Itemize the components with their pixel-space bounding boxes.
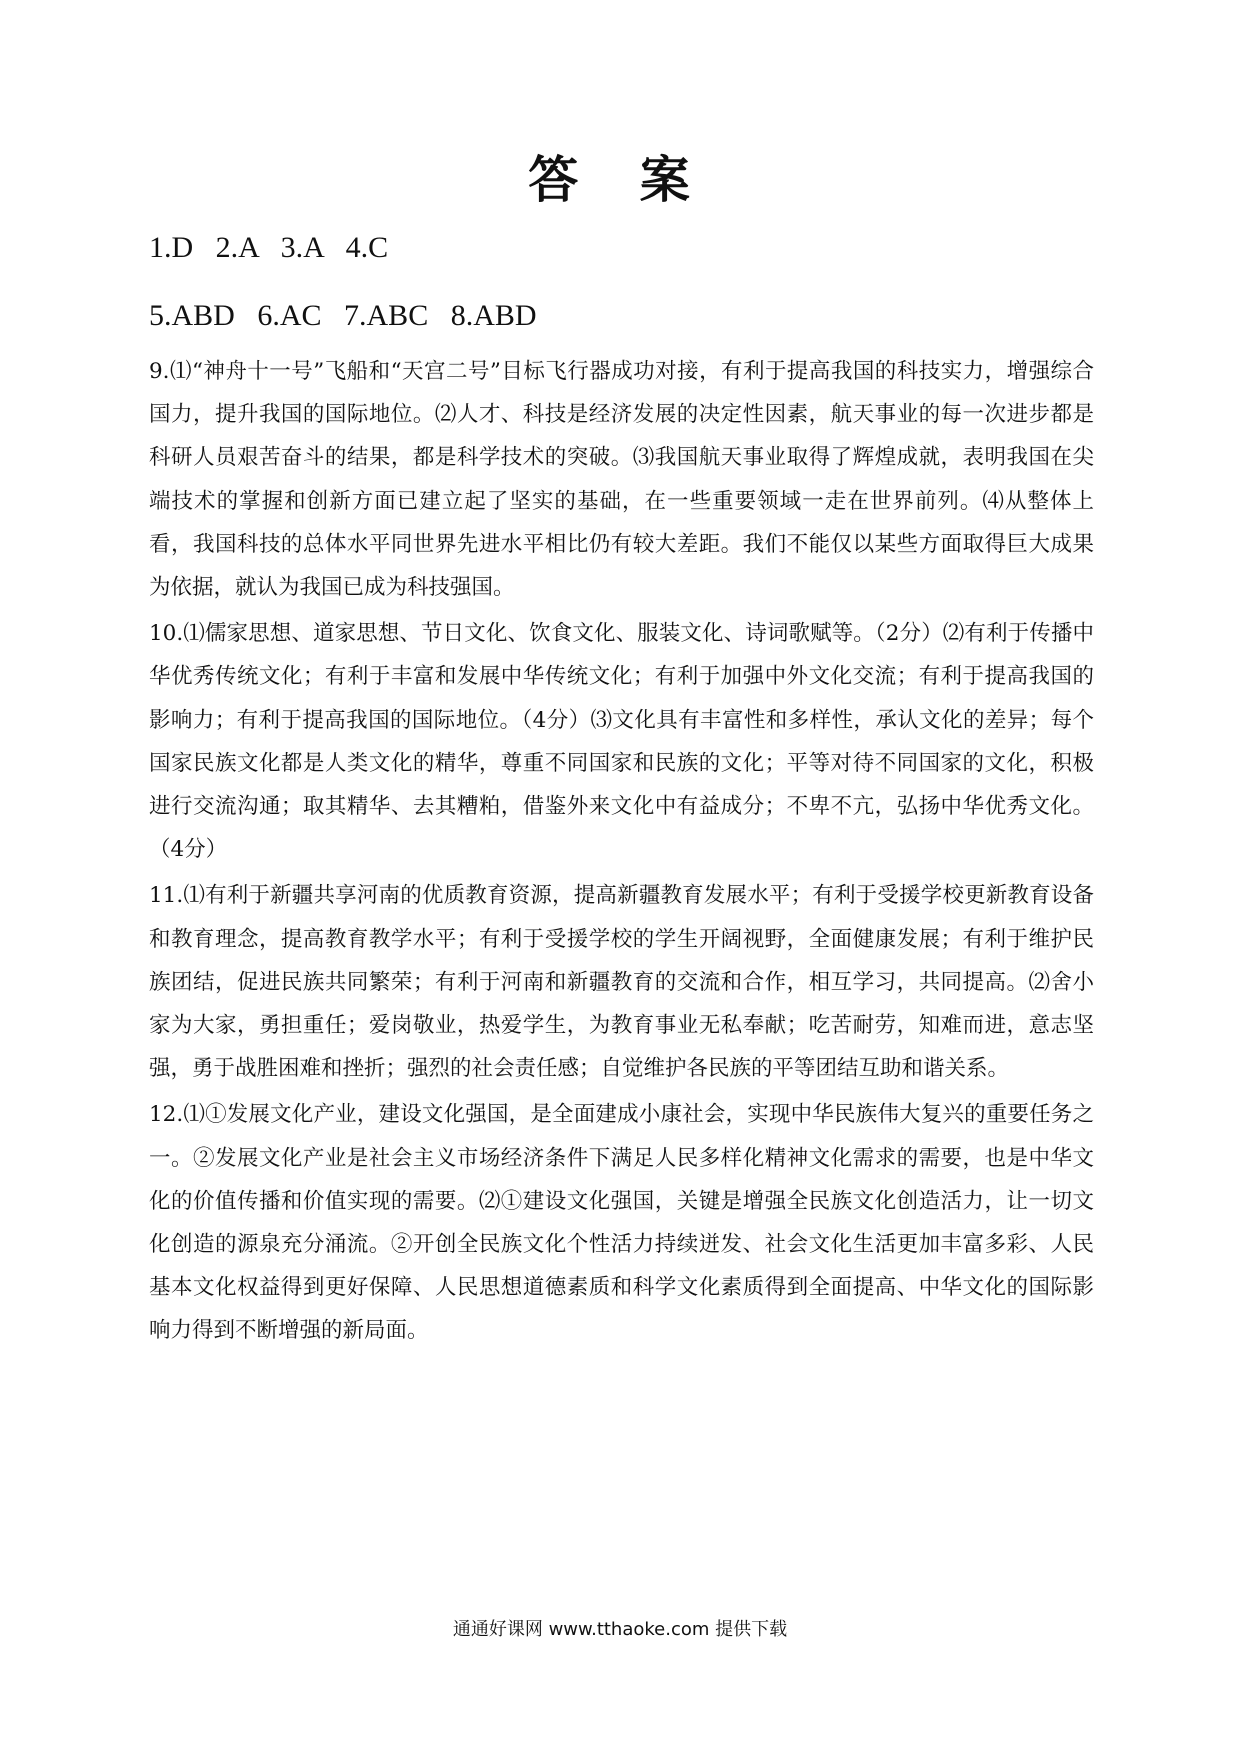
answer-10: 10.⑴儒家思想、道家思想、节日文化、饮食文化、服装文化、诗词歌赋等。（2分）⑵有利于传播中华优秀传统文化；有利于丰富和发展中华传统文化；有利于加强中外文化交流；有利于提高我国的影响力；有利于提高我国的国际地位。（4分）⑶文化具有丰富性和多样性，承认文化的差异；每个国家民族文化都是人类文化的精华，尊重不同国家和民族的文化；平等对待不同国家的文化，积极进行交流沟通；取其精华、去其糟粕，借鉴外来文化中有益成分；不卑不亢，弘扬中华优秀文化。（4分） (149, 621, 1094, 863)
answer-11: 11.⑴有利于新疆共享河南的优质教育资源，提高新疆教育发展水平；有利于受援学校更新教育设备和教育理念，提高教育教学水平；有利于受援学校的学生开阔视野，全面健康发展；有利于维护民族团结，促进民族共同繁荣；有利于河南和新疆教育的交流和合作，相互学习，共同提高。⑵舍小家为大家，勇担重任；爱岗敬业，热爱学生，为教育事业无私奉献；吃苦耐劳，知难而进，意志坚强，勇于战胜困难和挫折；强烈的社会责任感；自觉维护各民族的平等团结互助和谐关系。 (149, 883, 1094, 1082)
answer-12: 12.⑴①发展文化产业，建设文化强国，是全面建成小康社会，实现中华民族伟大复兴的重要任务之一。②发展文化产业是社会主义市场经济条件下满足人民多样化精神文化需求的需要，也是中华文化的价值传播和价值实现的需要。⑵①建设文化强国，关键是增强全民族文化创造活力，让一切文化创造的源泉充分涌流。②开创全民族文化个性活力持续迸发、社会文化生活更加丰富多彩、人民基本文化权益得到更好保障、人民思想道德素质和科学文化素质得到全面提高、中华文化的国际影响力得到不断增强的新局面。 (149, 1102, 1094, 1344)
answer-9: 9.⑴“神舟十一号”飞船和“天宫二号”目标飞行器成功对接，有利于提高我国的科技实力，增强综合国力，提升我国的国际地位。⑵人才、科技是经济发展的决定性因素，航天事业的每一次进步都是科研人员艰苦奋斗的结果，都是科学技术的突破。⑶我国航天事业取得了辉煌成就，表明我国在尖端技术的掌握和创新方面已建立起了坚实的基础，在一些重要领域一走在世界前列。⑷从整体上看，我国科技的总体水平同世界先进水平相比仍有较大差距。我们不能仅以某些方面取得巨大成果为依据，就认为我国已成为科技强国。 (149, 359, 1094, 601)
page-footer: 通通好课网 www.tthaoke.com 提供下载 (452, 1619, 788, 1640)
choice-answers-line-1: 1.D 2.A 3.A 4.C (149, 231, 389, 264)
choice-answers-line-2: 5.ABD 6.AC 7.ABC 8.ABD (149, 299, 537, 332)
page-title: 答 案 (528, 151, 712, 209)
answer-list (149, 350, 1094, 1356)
